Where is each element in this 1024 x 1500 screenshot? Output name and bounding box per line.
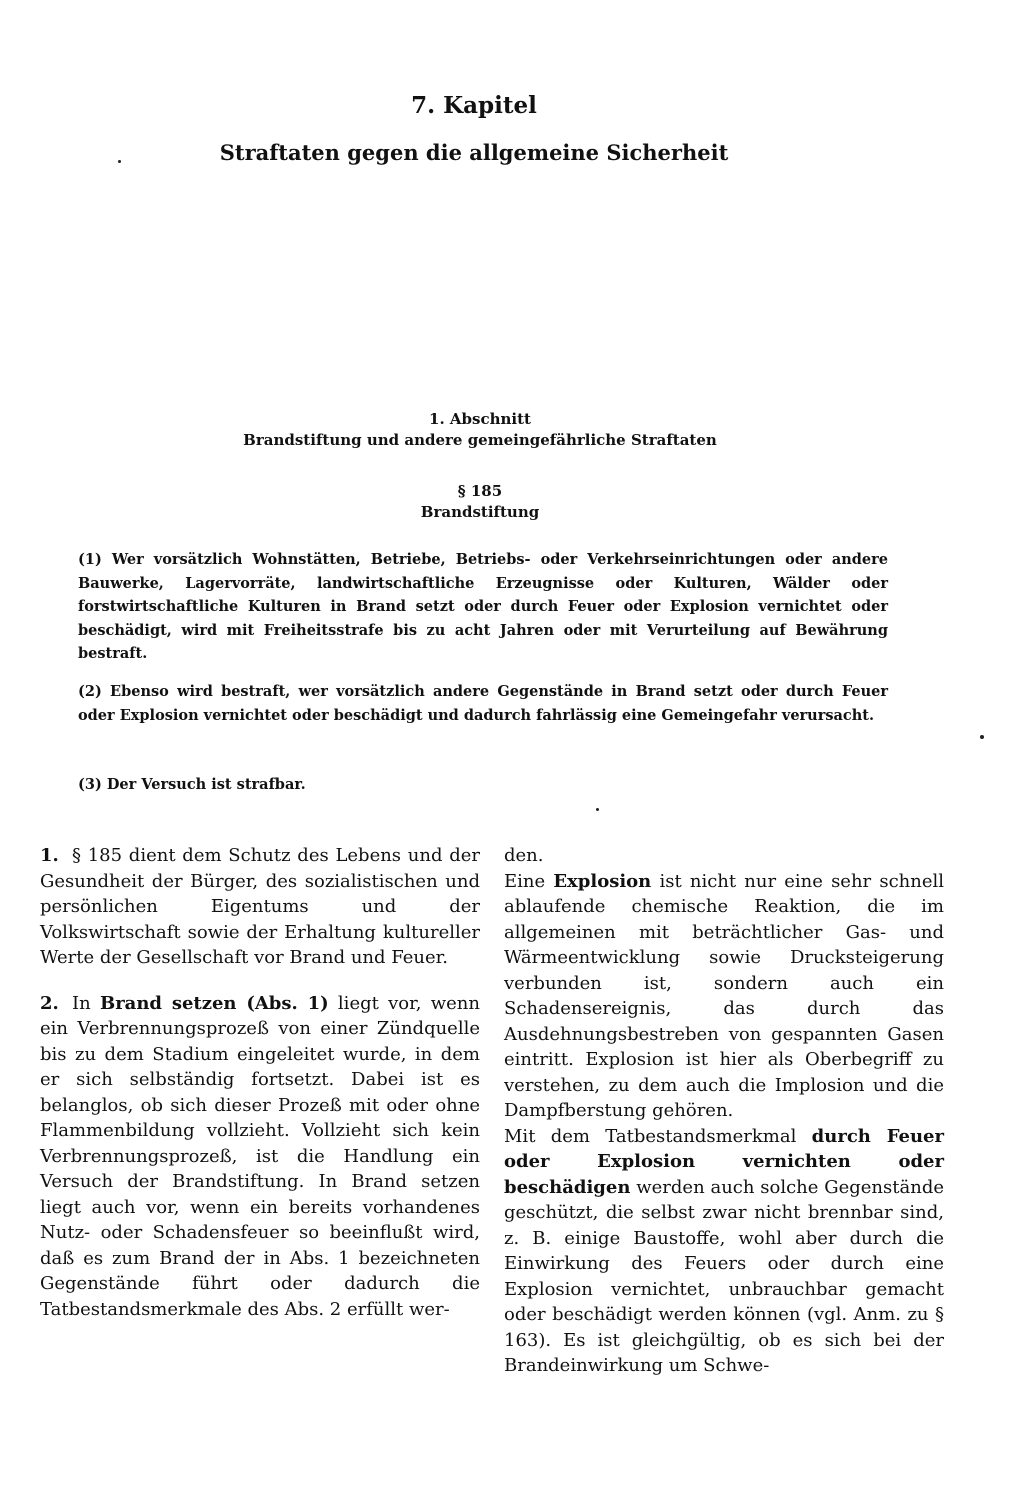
commentary-note-2 — [40, 991, 480, 1323]
chapter-number: 7. Kapitel — [411, 92, 537, 119]
text-pre: Mit dem Tatbestandsmerkmal — [504, 1125, 812, 1147]
statute-abs1: (1) Wer vorsätzlich Wohnstätten, Betriebe, Betriebs- oder Verkehrseinrichtungen oder andere Bauwerke, Lagervorräte, landwirtschaftliche Erzeugnisse oder Kulturen, Wälder oder forstwirtschaftliche Kulturen in Brand setzt oder durch Feuer oder Explosion vernichtet oder beschädigt, wird mit Freiheitsstrafe bis zu acht Jahren oder mit Verurteilung auf Bewährung bestraft. — [78, 551, 888, 662]
note-term: Brand setzen (Abs. 1) — [99, 992, 329, 1014]
commentary-note-1 — [40, 843, 480, 971]
paragraph-number: § 185 — [457, 482, 503, 500]
paragraph-title: Brandstiftung — [420, 503, 540, 521]
continuation-text: den. — [504, 845, 544, 866]
scan-speck — [118, 160, 121, 163]
term-tatbestand: durch Feuer oder Explosion vernichten oder beschädigen — [504, 1125, 944, 1198]
note-number: 2. — [40, 992, 59, 1014]
note-text: § 185 dient dem Schutz des Lebens und der Gesundheit der Bürger, des sozialistischen und persönlichen Eigentums und der Volkswirtschaft sowie der Erhaltung kultureller Werte der Gesellschaft vor Brand und Feuer. — [40, 845, 480, 968]
commentary-right-column — [504, 843, 944, 1379]
statute-abs3: (3) Der Versuch ist strafbar. — [78, 776, 306, 793]
note-number: 1. — [40, 845, 59, 866]
section-title: Brandstiftung und andere gemeingefährliche Straftaten — [243, 431, 717, 449]
statute-abs2: (2) Ebenso wird bestraft, wer vorsätzlich andere Gegenstände in Brand setzt oder durch Feuer oder Explosion vernichtet oder beschädigt und dadurch fahrlässig eine Gemeingefahr verursacht. — [78, 683, 888, 724]
note-text-pre: In — [72, 992, 100, 1014]
chapter-title: Straftaten gegen die allgemeine Sicherheit — [219, 140, 729, 165]
scan-speck — [596, 808, 599, 811]
tatbestand-paragraph — [504, 1124, 944, 1379]
explosion-paragraph — [504, 869, 944, 1124]
text-body: ist nicht nur eine sehr schnell ablaufende chemische Reaktion, die im allgemeinen mit beträchtlicher Gas- und Wärmeentwicklung sowie Drucksteigerung verbunden ist, sondern auch ein Schadensereignis, das durch das Ausdehnungsbestreben von gespannten Gasen eintritt. Explosion ist hier als Oberbegriff zu verstehen, zu dem auch die Implosion und die Dampfberstung gehören. — [504, 870, 945, 1121]
text-body: werden auch solche Gegenstände geschützt, die selbst zwar nicht brennbar sind, z. B. einige Baustoffe, wohl aber durch die Einwirkung des Feuers oder durch eine Explosion vernichtet, unbrauchbar gemacht oder beschädigt werden können (vgl. Anm. zu § 163). Es ist gleichgültig, ob es sich bei der Brandeinwirkung um Schwe- — [504, 1176, 944, 1376]
text-pre: Eine — [504, 870, 554, 892]
note-text: liegt vor, wenn ein Verbrennungsprozeß von einer Zündquelle bis zu dem Stadium eingeleitet wurde, in dem er sich selbständig fortsetzt. Dabei ist es belanglos, ob sich dieser Prozeß mit oder ohne Flammenbildung vollzieht. Vollzieht sich kein Verbrennungsprozeß, ist die Handlung ein Versuch der Brandstiftung. In Brand setzen liegt auch vor, wenn ein bereits vorhandenes Nutz- oder Schadensfeuer so beeinflußt wird, daß es zum Brand der in Abs. 1 bezeichneten Gegenstände führt oder dadurch die Tatbestandsmerkmale des Abs. 2 erfüllt wer- — [40, 992, 480, 1320]
section-number: 1. Abschnitt — [429, 410, 531, 428]
term-explosion: Explosion — [553, 870, 652, 892]
commentary-left-column — [40, 843, 480, 1322]
scan-speck — [980, 735, 984, 739]
